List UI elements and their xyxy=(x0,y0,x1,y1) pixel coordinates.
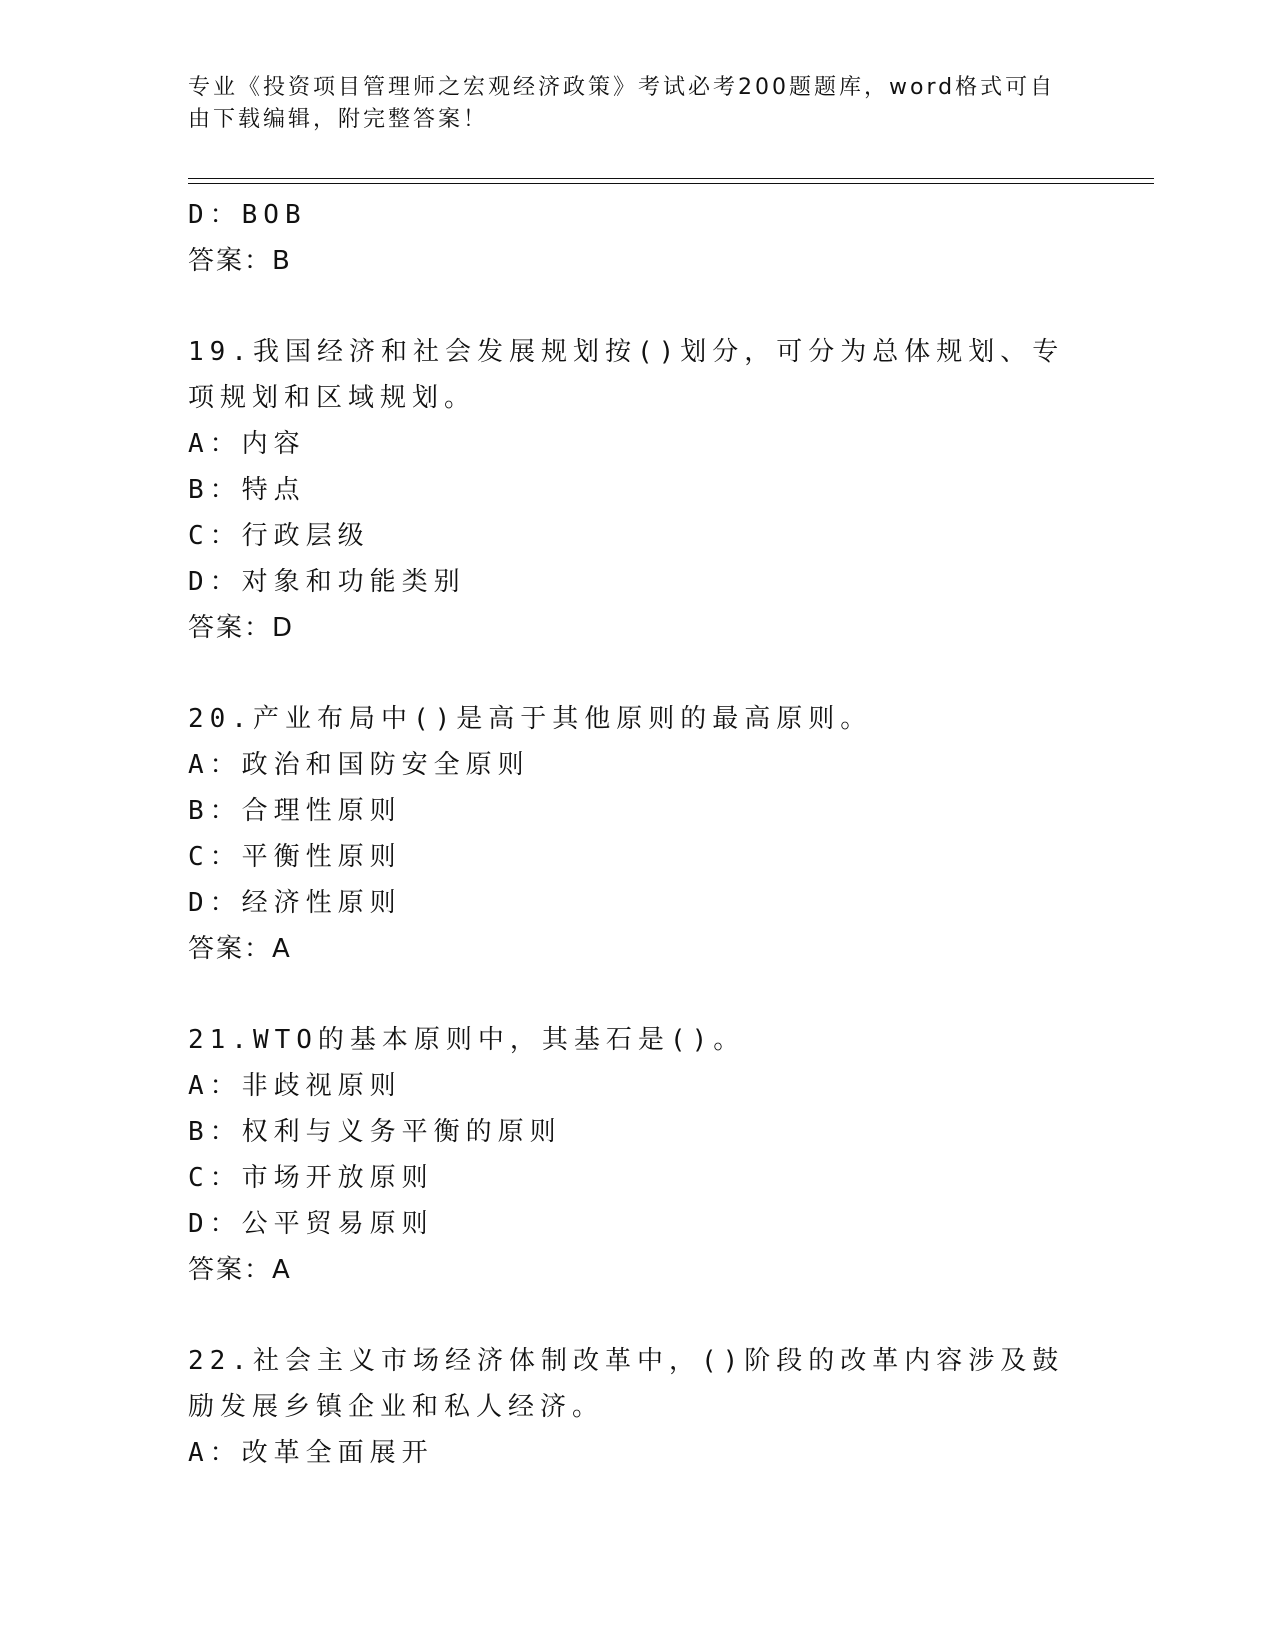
previous-question-tail xyxy=(188,192,1138,284)
answer-line: 答案：B xyxy=(188,246,292,276)
question-text: 22.社会主义市场经济体制改革中，()阶段的改革内容涉及鼓励发展乡镇企业和私人经济。 xyxy=(188,1346,1065,1422)
question-20 xyxy=(188,696,1138,972)
spacer xyxy=(188,1293,1138,1338)
question-content xyxy=(188,192,1138,1476)
spacer xyxy=(188,651,1138,696)
option-c: C：市场开放原则 xyxy=(188,1163,434,1193)
option-d: D：对象和功能类别 xyxy=(188,567,466,597)
question-text: 20.产业布局中()是高于其他原则的最高原则。 xyxy=(188,704,873,734)
header-divider-top xyxy=(188,178,1154,179)
question-22 xyxy=(188,1338,1138,1476)
option-a: A：改革全面展开 xyxy=(188,1438,434,1468)
question-text: 21.WTO的基本原则中，其基石是()。 xyxy=(188,1025,746,1055)
option-d: D：BOB xyxy=(188,200,307,230)
option-d: D：公平贸易原则 xyxy=(188,1209,434,1239)
option-b: B：权利与义务平衡的原则 xyxy=(188,1117,562,1147)
answer-line: 答案：A xyxy=(188,934,292,964)
option-c: C：行政层级 xyxy=(188,521,370,551)
option-a: A：政治和国防安全原则 xyxy=(188,750,530,780)
answer-line: 答案：A xyxy=(188,1255,292,1285)
option-b: B：特点 xyxy=(188,475,306,505)
header-divider-bottom xyxy=(188,183,1154,184)
option-b: B：合理性原则 xyxy=(188,796,402,826)
spacer xyxy=(188,972,1138,1017)
option-a: A：内容 xyxy=(188,429,306,459)
question-21 xyxy=(188,1017,1138,1293)
option-c: C：平衡性原则 xyxy=(188,842,402,872)
question-text: 19.我国经济和社会发展规划按()划分，可分为总体规划、专项规划和区域规划。 xyxy=(188,337,1065,413)
option-a: A：非歧视原则 xyxy=(188,1071,402,1101)
spacer xyxy=(188,284,1138,329)
answer-line: 答案：D xyxy=(188,613,295,643)
document-header: 专业《投资项目管理师之宏观经济政策》考试必考200题题库，word格式可自由下载编辑，附完整答案！ xyxy=(188,75,1056,132)
option-d: D：经济性原则 xyxy=(188,888,402,918)
question-19 xyxy=(188,329,1138,651)
